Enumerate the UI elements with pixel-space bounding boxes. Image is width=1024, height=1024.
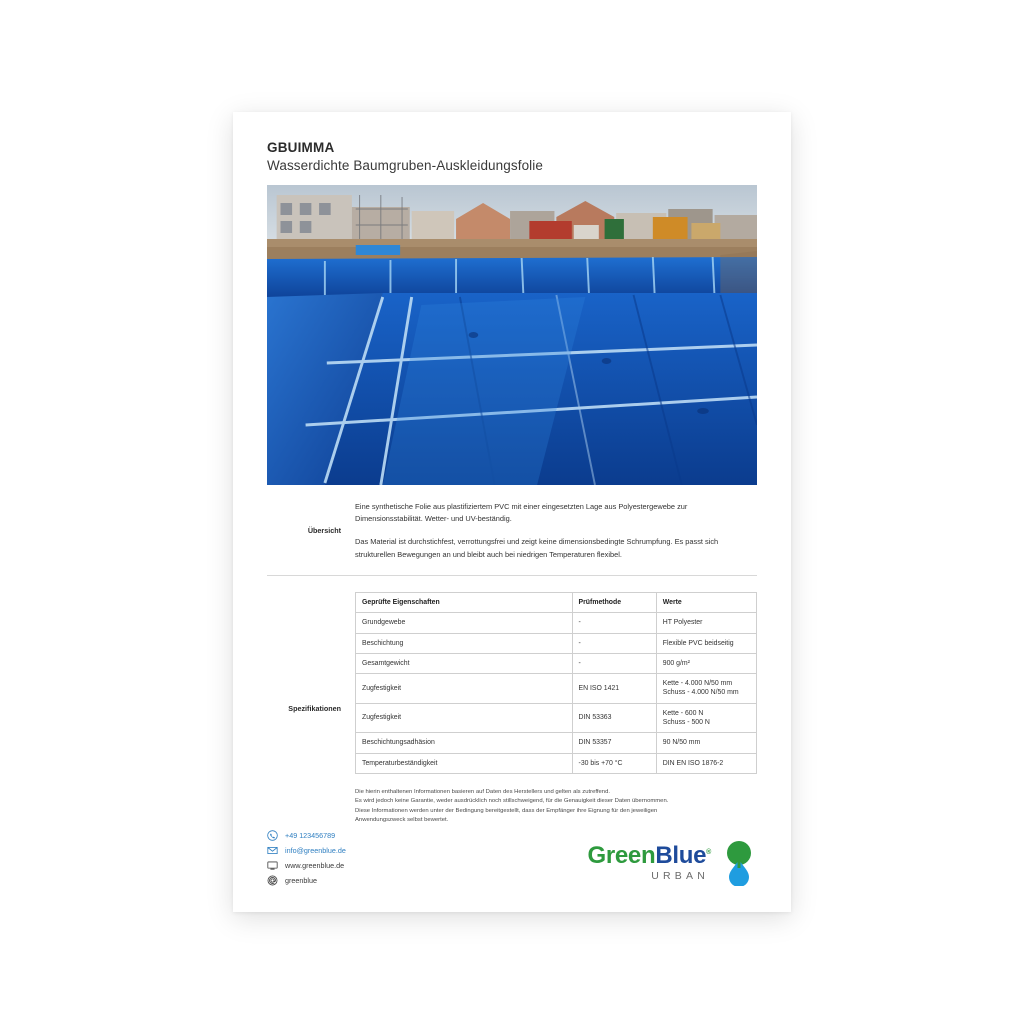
logo-word-blue: Blue	[655, 842, 707, 870]
table-body	[356, 613, 757, 774]
divider	[267, 575, 757, 576]
logo-subtitle: URBAN	[651, 870, 709, 883]
phone-icon	[267, 830, 278, 841]
column-header-method: Prüfmethode	[572, 592, 656, 612]
brand-logo	[587, 840, 757, 886]
table-cell: Grundgewebe	[356, 613, 573, 633]
contact-item[interactable]	[267, 830, 346, 841]
overview-paragraph-1: Eine synthetische Folie aus plastifiziertem PVC mit einer eingesetzten Lage aus Polyestergewebe zur Dimensionsstabilität. Wetter- und UV-beständig.	[355, 502, 688, 524]
table-cell: DIN 53357	[572, 733, 656, 753]
specifications-body	[355, 592, 757, 826]
tree-drop-glyph	[717, 840, 757, 886]
column-header-property: Geprüfte Eigenschaften	[356, 592, 573, 612]
table-cell: Beschichtung	[356, 633, 573, 653]
overview-section	[267, 501, 757, 561]
footer	[267, 830, 757, 886]
table-cell: 90 N/50 mm	[656, 733, 756, 753]
overview-label: Übersicht	[307, 526, 341, 536]
contact-text[interactable]: greenblue	[285, 876, 317, 885]
table-cell: -	[572, 633, 656, 653]
contact-item[interactable]	[267, 875, 346, 886]
table-row	[356, 633, 757, 653]
table-row	[356, 703, 757, 733]
table-cell: Kette - 4.000 N/50 mm Schuss - 4.000 N/50 mm	[656, 674, 756, 704]
table-cell: EN ISO 1421	[572, 674, 656, 704]
email-icon	[267, 845, 278, 856]
table-cell: Kette - 600 N Schuss - 500 N	[656, 703, 756, 733]
specifications-section	[267, 592, 757, 826]
table-row	[356, 733, 757, 753]
table-cell: HT Polyester	[656, 613, 756, 633]
column-header-value: Werte	[656, 592, 756, 612]
table-row	[356, 674, 757, 704]
table-cell: Beschichtungsadhäsion	[356, 733, 573, 753]
contact-text[interactable]: www.greenblue.de	[285, 861, 345, 870]
specifications-table	[355, 592, 757, 774]
logo-wordmark	[587, 844, 711, 868]
table-cell: Gesamtgewicht	[356, 653, 573, 673]
table-cell: -	[572, 613, 656, 633]
table-cell: DIN 53363	[572, 703, 656, 733]
table-row	[356, 753, 757, 773]
table-cell: Flexible PVC beidseitig	[656, 633, 756, 653]
contact-text[interactable]: +49 123456789	[285, 831, 336, 840]
monitor-icon	[267, 860, 278, 871]
document-sheet	[233, 112, 791, 912]
overview-paragraph-2: Das Material ist durchstichfest, verrottungsfrei und zeigt keine dimensionsbedingte Schrumpfung. Es passt sich strukturellen Bewegungen an und bleibt auch bei niedrigen Temperaturen flexibel.	[355, 537, 719, 559]
specifications-label: Spezifikationen	[288, 704, 341, 714]
table-cell: Zugfestigkeit	[356, 674, 573, 704]
table-row	[356, 613, 757, 633]
product-code: GBUIMMA	[267, 140, 335, 155]
at-icon	[267, 875, 278, 886]
contact-item[interactable]	[267, 845, 346, 856]
table-header-row	[356, 592, 757, 612]
table-cell: DIN EN ISO 1876-2	[656, 753, 756, 773]
table-cell: Temperaturbeständigkeit	[356, 753, 573, 773]
table-cell: Zugfestigkeit	[356, 703, 573, 733]
document-content	[267, 140, 757, 886]
table-cell: -30 bis +70 °C	[572, 753, 656, 773]
page-title: Wasserdichte Baumgruben-Auskleidungsfolie	[267, 158, 543, 173]
contact-text[interactable]: info@greenblue.de	[285, 846, 346, 855]
table-cell: -	[572, 653, 656, 673]
logo-word-green: Green	[587, 842, 656, 870]
table-cell: 900 g/m²	[656, 653, 756, 673]
photo-illustration	[267, 185, 757, 485]
contact-list	[267, 830, 346, 886]
disclaimer-text: Die hierin enthaltenen Informationen basieren auf Daten des Herstellers und gelten als zutreffend. Es wird jedoch keine Garantie, weder ausdrücklich noch stillschweigend, für die Genauigkeit dieser Daten übernommen. Diese Informationen werden unter der Bedingung bereitgestellt, dass der Empfänger ihre Eignung für den jeweiligen Anwendungszweck selbst bewertet.	[355, 789, 669, 824]
registered-mark: ®	[706, 849, 711, 857]
product-photo	[267, 185, 757, 485]
logo-text	[587, 844, 711, 882]
tree-drop-icon	[717, 840, 757, 886]
table-row	[356, 653, 757, 673]
overview-body	[355, 501, 757, 561]
contact-item[interactable]	[267, 860, 346, 871]
